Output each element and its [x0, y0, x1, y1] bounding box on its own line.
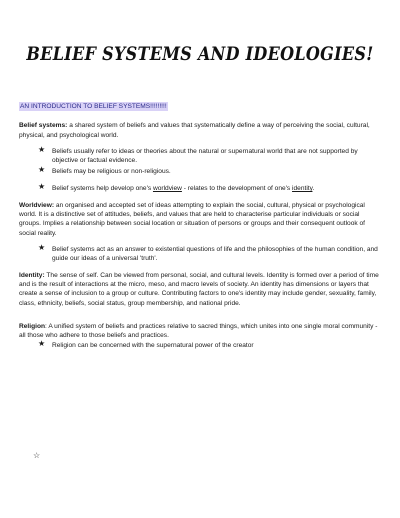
- star-bullet-icon: ★: [38, 164, 46, 174]
- religion-term: Religion: [19, 323, 46, 331]
- religion-bullets: [19, 338, 383, 350]
- intro-heading: AN INTRODUCTION TO BELIEF SYSTEMS!!!!!!!!!: [20, 103, 167, 110]
- identity-paragraph: [19, 271, 383, 308]
- worldview-link: worldview: [152, 185, 182, 193]
- document-body: [19, 102, 383, 357]
- star-bullet-icon: ★: [38, 242, 46, 252]
- list-item: ★ Belief systems act as an answer to existential questions of life and the philosophies of the human condition, and guide our ideas of a universal 'truth'.: [38, 242, 378, 263]
- identity-term: Identity:: [19, 271, 45, 279]
- worldview-paragraph: [19, 201, 383, 238]
- worldview-bullets: [19, 242, 383, 264]
- belief-systems-paragraph: [19, 121, 383, 140]
- list-item: ★ Religion can be concerned with the supernatural power of the creator: [38, 338, 254, 349]
- religion-definition: : A unified system of beliefs and practices relative to sacred things, which unites into one single moral community - all those who adhere to those beliefs and practices.: [19, 323, 378, 340]
- list-item: ★ Belief systems help develop one's worldview - relates to the development of one's identity.: [38, 182, 315, 193]
- list-item: ★ Beliefs usually refer to ideas or theories about the natural or supernatural world that are not supported by objective or factual evidence.: [38, 145, 358, 165]
- religion-paragraph: [19, 322, 383, 341]
- belief-systems-bullets: [19, 147, 383, 193]
- worldview-term: Worldview:: [19, 201, 55, 209]
- page-title: BELIEF SYSTEMS AND IDEOLOGIES!: [26, 42, 374, 65]
- identity-definition: The sense of self. Can be viewed from personal, social, and cultural levels. Identity is formed over a period of time and is the result of interactions at the micro, meso, and macro levels of society. An identity has dimensions or layers that create a sense of inclusion to a group or culture. Contributing factors to one's identity may include gender, sexuality, family, class, ethnicity, beliefs, social status, group membership, and national pride.: [19, 271, 379, 307]
- star-bullet-icon: ★: [38, 182, 46, 192]
- belief-systems-definition: a shared system of beliefs and values that systematically define a way of perceiving the social, cultural, physical, and psychological world.: [19, 122, 370, 139]
- identity-link: identity: [292, 185, 313, 193]
- outline-star-icon: ☆: [33, 451, 41, 460]
- worldview-definition: an organised and accepted set of ideas attempting to explain the social, cultural, physical or psychological world. It is a distinctive set of attitudes, beliefs, and values that are held to characterise particular individuals or social groups. Implies a relationship between social location or situation of persons or groups and their consequent outlook of social reality.: [19, 201, 366, 237]
- list-item: ★ Beliefs may be religious or non-religious.: [38, 164, 171, 175]
- belief-systems-term: Belief systems:: [19, 122, 68, 130]
- star-bullet-icon: ★: [38, 145, 46, 155]
- star-bullet-icon: ★: [38, 338, 46, 348]
